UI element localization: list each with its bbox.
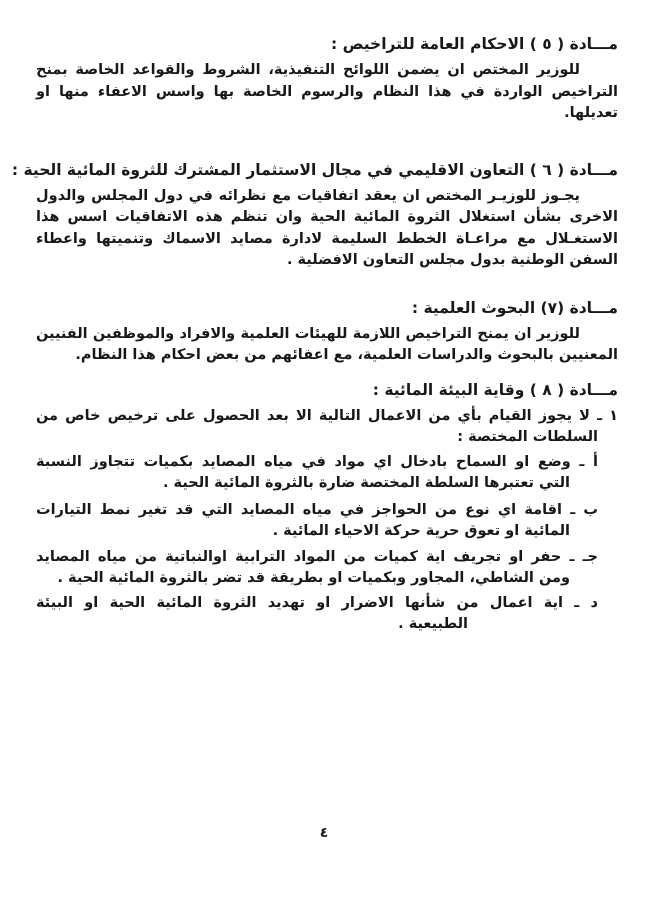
article-6-paragraph bbox=[36, 186, 618, 272]
text-line: أ ـ وضع او السماح بادخال اي مواد في مياه المصايد بكميات تتجاوز النسبة bbox=[36, 453, 598, 470]
article-8-heading: مـــادة ( ٨ ) وقاية البيئة المائية : bbox=[372, 380, 618, 399]
text-column bbox=[11, 33, 618, 636]
list-item-1 bbox=[36, 406, 618, 449]
list-item-ba bbox=[36, 500, 618, 543]
text-line: المائية او تعوق حرية حركة الاحياء المائية . bbox=[272, 523, 570, 539]
text-line: ومن الشاطي، المجاور وبكميات او بطريقة قد تضر بالثروة المائية الحية . bbox=[57, 570, 570, 586]
text-line: السفن الوطنية بدول مجلس التعاون الافضلية . bbox=[286, 252, 618, 268]
text-line: يجـوز للوزيـر المختص ان يعقد اتفاقيات مع نظرائه في دول المجلس والدول bbox=[36, 187, 580, 204]
text-line: المعنيين بالبحوث والدراسات العلمية، مع اعفائهم من بعض احكام هذا النظام. bbox=[75, 347, 618, 363]
text-line: السلطات المختصة : bbox=[457, 429, 598, 445]
article-7 bbox=[36, 297, 618, 367]
list-item-dal bbox=[36, 593, 618, 636]
list-item-jim bbox=[36, 547, 618, 590]
article-5 bbox=[36, 33, 618, 125]
text-line: الاستغـلال مع مراعـاة الخطط السليمة لادارة مصايد الاسماك وتنميتها واعطاء bbox=[36, 230, 618, 247]
text-line: التي تعتبرها السلطة المختصة ضارة بالثروة المائية الحية . bbox=[163, 475, 570, 491]
article-8 bbox=[36, 379, 618, 636]
article-8-list bbox=[36, 406, 618, 636]
text-line: للوزير ان يمنح التراخيص اللازمة للهيئات العلمية والافراد والموظفين الفنيين bbox=[36, 325, 580, 342]
page-number: ٤ bbox=[319, 825, 329, 841]
text-line: للوزير المختص ان يضمن اللوائح التنفيذية، الشروط والقواعد الخاصة بمنح bbox=[36, 62, 580, 78]
text-line: التراخيص الواردة في هذا النظام والرسوم الخاصة بها واسس الاعفاء منها او bbox=[36, 83, 618, 100]
text-line: ١ ـ لا يجوز القيام بأي من الاعمال التالية الا بعد الحصول على ترخيص خاص من bbox=[36, 407, 618, 424]
list-item-alef bbox=[36, 452, 618, 495]
article-6 bbox=[11, 159, 618, 272]
text-line: جـ ـ حفر او تجريف اية كميات من المواد الترابية اوالنباتية من مياه المصايد bbox=[36, 548, 598, 565]
text-line: الاخرى بشأن استغلال الثروة المائية الحية وان تنظم هذه الاتفاقيات اسس هذا bbox=[36, 209, 618, 225]
article-7-paragraph bbox=[36, 324, 618, 367]
article-5-heading: مـــادة ( ٥ ) الاحكام العامة للتراخيص : bbox=[330, 35, 618, 53]
text-line: د ـ اية اعمال من شأنها الاضرار او تهديد الثروة المائية الحية او البيئة bbox=[36, 594, 598, 611]
text-line: ب ـ اقامة اي نوع من الحواجز في مياه المصايد التي قد تغير نمط التيارات bbox=[36, 501, 598, 518]
text-line: الطبيعية . bbox=[398, 616, 468, 632]
article-5-paragraph bbox=[36, 60, 618, 125]
article-6-heading: مـــادة ( ٦ ) التعاون الاقليمي في مجال الاستثمار المشترك للثروة المائية الحية : bbox=[11, 160, 618, 179]
article-7-heading: مـــادة (٧) البحوث العلمية : bbox=[411, 298, 618, 317]
text-line: تعديلها. bbox=[564, 105, 618, 121]
